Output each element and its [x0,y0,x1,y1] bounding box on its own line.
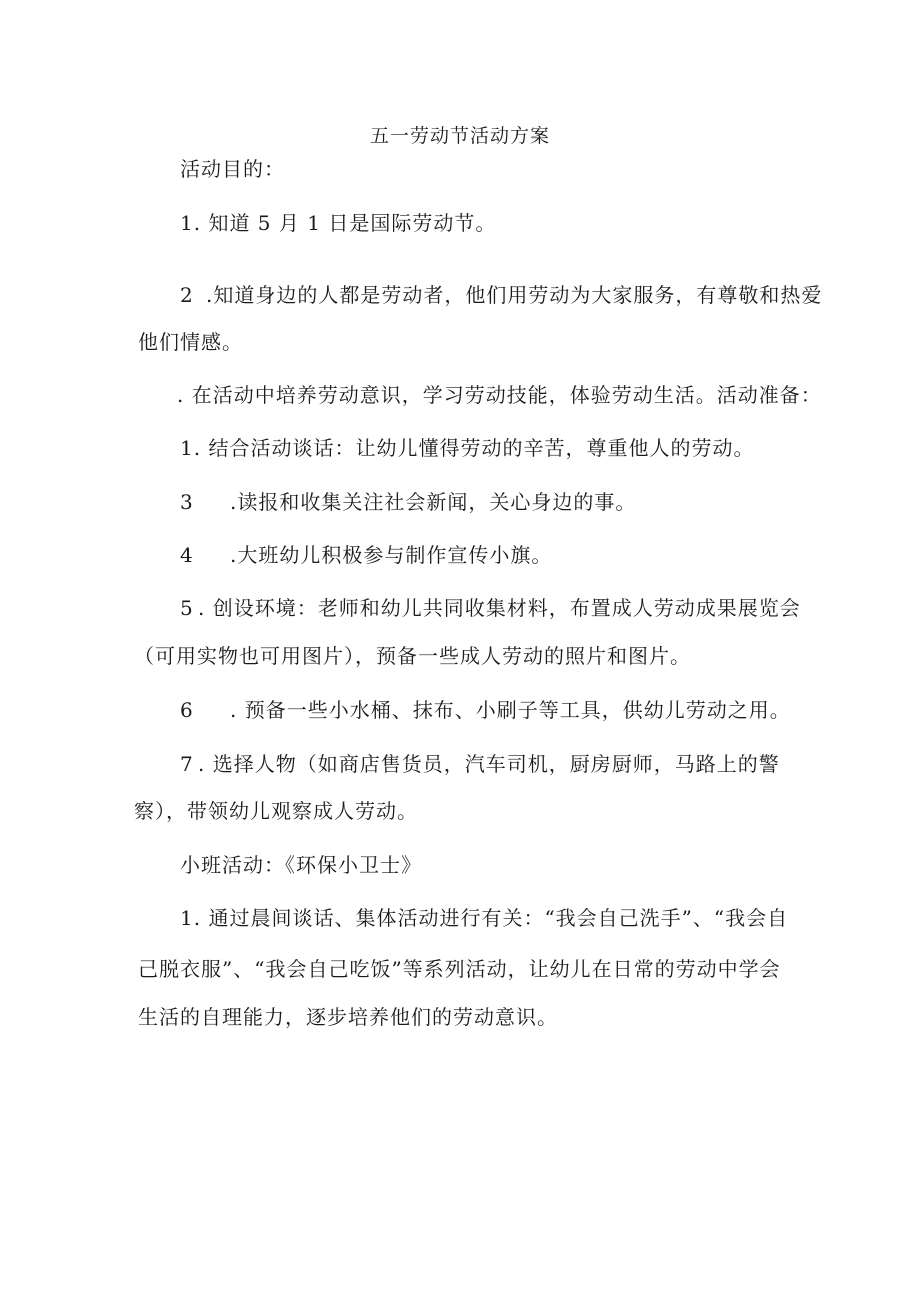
paragraph-text: . 创设环境：老师和幼儿共同收集材料，布置成人劳动成果展览会 [198,596,801,620]
item-number: 4 [180,543,194,567]
item-number: 5 [180,596,194,620]
paragraph-goal-2-continued: 他们情感。 [138,330,243,354]
item-number: 7 [180,752,194,776]
paragraph-small-class-1-line3: 生活的自理能力，逐步培养他们的劳动意识。 [138,1005,558,1029]
paragraph-text: . 预备一些小水桶、抹布、小刷子等工具，供幼儿劳动之用。 [230,698,791,722]
paragraph-goal-3: . 在活动中培养劳动意识，学习劳动技能，体验劳动生活。活动准备： [177,383,822,407]
paragraph-small-class-1: 1. 通过晨间谈话、集体活动进行有关：“我会自己洗手”、“我会自 [180,906,789,930]
item-number: 6 [180,698,194,722]
paragraph-text: . 选择人物（如商店售货员，汽车司机，厨房厨师，马路上的警 [198,752,780,776]
paragraph-prep-5 [180,596,801,620]
section-heading-goals: 活动目的： [180,157,285,181]
section-heading-small-class: 小班活动：《环保小卫士》 [180,853,422,877]
item-number: 2 [180,283,194,307]
paragraph-prep-5-continued: （可用实物也可用图片），预备一些成人劳动的照片和图片。 [134,644,691,668]
paragraph-goal-1: 1. 知道 5 月 1 日是国际劳动节。 [180,211,497,235]
paragraph-prep-6 [180,698,791,722]
paragraph-prep-7 [180,752,780,776]
item-number: 3 [180,490,194,514]
paragraph-prep-7-continued: 察），带领幼儿观察成人劳动。 [134,799,418,823]
paragraph-small-class-1-line2: 己脱衣服”、“我会自己吃饭”等系列活动，让幼儿在日常的劳动中学会 [138,957,781,981]
document-title: 五一劳动节活动方案 [369,125,550,147]
paragraph-text: .读报和收集关注社会新闻，关心身边的事。 [230,490,637,514]
paragraph-goal-2 [180,283,822,307]
paragraph-text: .大班幼儿积极参与制作宣传小旗。 [230,543,553,567]
paragraph-prep-4 [180,543,552,567]
paragraph-text: .知道身边的人都是劳动者，他们用劳动为大家服务，有尊敬和热爱 [206,283,823,307]
paragraph-prep-1: 1. 结合活动谈话：让幼儿懂得劳动的辛苦，尊重他人的劳动。 [180,436,755,460]
paragraph-prep-3 [180,490,636,514]
